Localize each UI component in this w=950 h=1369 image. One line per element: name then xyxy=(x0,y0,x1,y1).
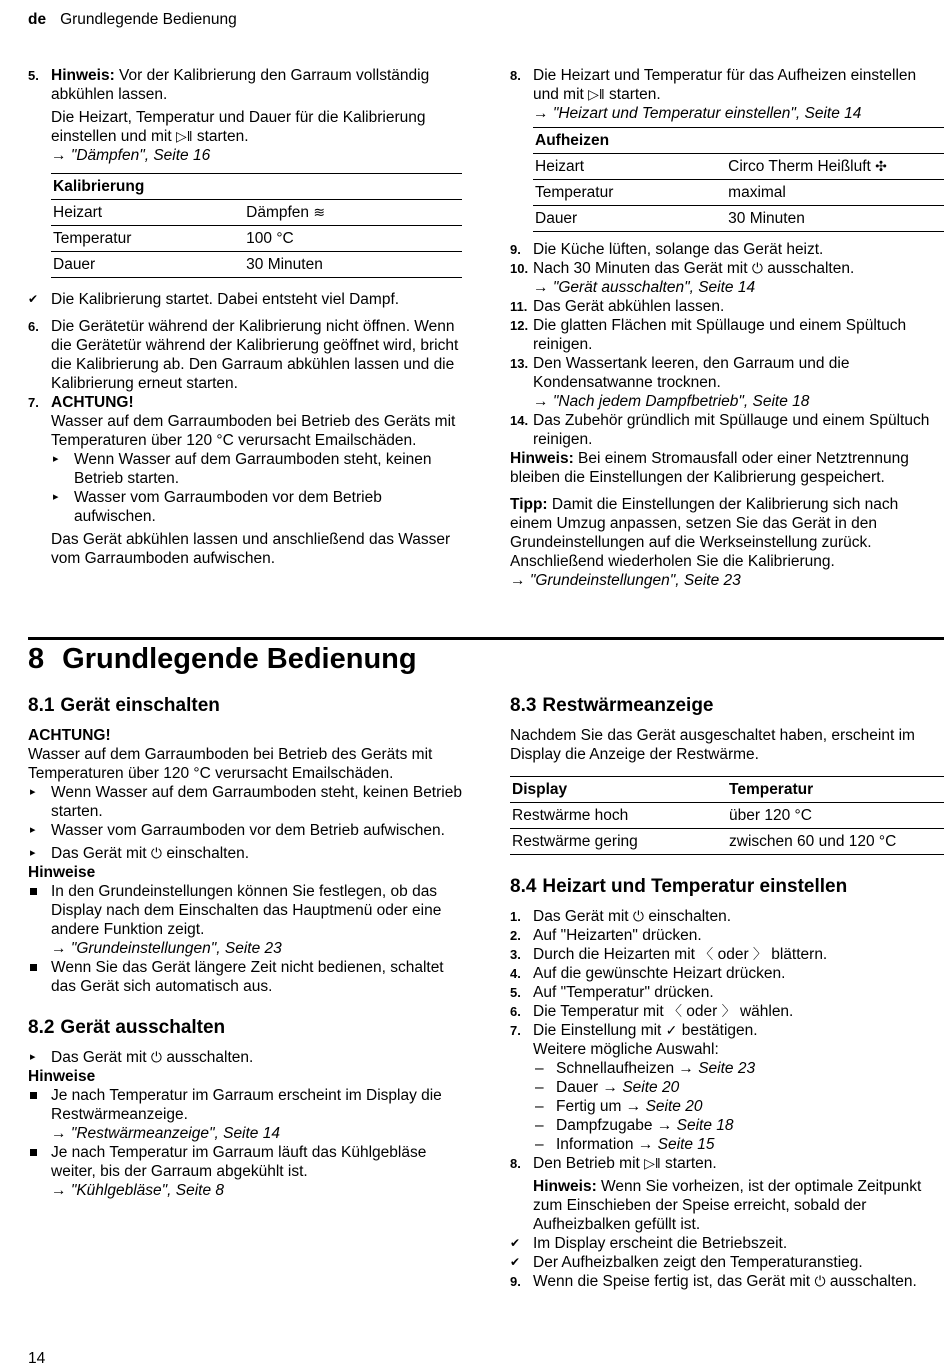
step-text-end: blättern. xyxy=(771,946,828,963)
step-6 xyxy=(28,317,462,393)
table-cell: Heizart xyxy=(535,158,585,175)
step-text-end: starten. xyxy=(196,128,249,145)
table-title: Kalibrierung xyxy=(53,178,145,195)
step-text: Die Küche lüften, solange das Gerät heizt. xyxy=(533,241,824,258)
hint-item: Wenn Sie das Gerät längere Zeit nicht bedienen, schaltet das Gerät sich automatisch aus. xyxy=(28,958,462,996)
step-text: Die Einstellung mit xyxy=(533,1022,662,1039)
tip-label: Tipp: xyxy=(510,496,548,513)
step-text-end: ausschalten. xyxy=(829,1273,917,1290)
option-item xyxy=(533,1116,944,1135)
hint-text: Je nach Temperatur im Garraum läuft das Kühlgebläse weiter, bis der Garraum abgekühlt ist. xyxy=(51,1144,427,1180)
step-12 xyxy=(510,316,944,354)
action-text: Das Gerät mit xyxy=(51,1049,147,1066)
warning-label: ACHTUNG! xyxy=(51,394,134,411)
table-row xyxy=(533,154,944,180)
page-header xyxy=(28,10,237,29)
step-text: Auf "Heizarten" drücken. xyxy=(533,927,702,944)
section-title-text: Gerät ausschalten xyxy=(60,1017,226,1038)
step-number: 3. xyxy=(510,947,521,962)
preheat-table xyxy=(533,127,944,232)
table-row xyxy=(533,180,944,206)
hint-text: Vor der Kalibrierung den Garraum vollständig abkühlen lassen. xyxy=(51,67,430,103)
step-number: 9. xyxy=(510,242,521,257)
cross-reference[interactable]: → Seite 23 xyxy=(678,1060,755,1077)
options-label: Weitere mögliche Auswahl: xyxy=(533,1041,719,1058)
chevron-left-icon: 〈 xyxy=(667,1003,682,1019)
warning-text: Wasser auf dem Garraumboden bei Betrieb des Geräts mit Temperaturen über 120 °C verursacht Emailschäden. xyxy=(28,746,433,782)
section-title-text: Gerät einschalten xyxy=(60,695,220,716)
cross-reference[interactable]: → Seite 20 xyxy=(603,1079,680,1096)
table-row xyxy=(533,206,944,232)
step-text: Das Gerät abkühlen lassen und anschließend das Wasser vom Garraumboden aufwischen. xyxy=(51,531,451,567)
section-title-text: Restwärmeanzeige xyxy=(542,695,714,716)
chapter-title xyxy=(28,642,435,676)
hints-label: Hinweise xyxy=(28,1068,96,1085)
section-8-1-title xyxy=(28,694,462,718)
option-item xyxy=(533,1135,944,1154)
cross-reference[interactable]: → Seite 20 xyxy=(626,1098,703,1115)
chapter-title-text: Grundlegende Bedienung xyxy=(62,643,417,675)
step-text: Die Heizart und Temperatur für das Aufheizen einstellen und mit xyxy=(533,67,917,103)
chevron-right-icon: 〉 xyxy=(752,946,767,962)
step-14 xyxy=(510,411,944,449)
step-text: Wenn die Speise fertig ist, das Gerät mit xyxy=(533,1273,811,1290)
option-name: Fertig um xyxy=(556,1098,622,1115)
power-icon: ⏻ xyxy=(150,1049,162,1065)
section-8-3-title xyxy=(510,694,944,718)
step-text-mid: oder xyxy=(717,946,749,963)
step-7 xyxy=(28,393,462,568)
step-number: 8. xyxy=(510,1156,521,1171)
table-row xyxy=(51,252,462,278)
hint-item xyxy=(28,1143,462,1200)
table-cell: Temperatur xyxy=(53,230,132,247)
hint-text: Je nach Temperatur im Garraum erscheint im Display die Restwärmeanzeige. xyxy=(51,1087,442,1123)
left-column-bottom xyxy=(28,694,462,1200)
cross-reference[interactable]: → "Restwärmeanzeige", Seite 14 xyxy=(51,1124,462,1143)
step-5 xyxy=(28,66,462,165)
action-text: Das Gerät mit xyxy=(51,845,147,862)
table-header: Display xyxy=(512,781,568,798)
step-2 xyxy=(510,926,944,945)
hint-label: Hinweis: xyxy=(533,1178,597,1195)
result-text: ✔ Die Kalibrierung startet. Dabei entsteht viel Dampf. xyxy=(28,290,462,309)
play-pause-icon: ▷‖ xyxy=(588,86,605,102)
table-cell: Heizart xyxy=(53,204,103,221)
step-number: 13. xyxy=(510,356,529,371)
result-text: ✔ Der Aufheizbalken zeigt den Temperaturanstieg. xyxy=(510,1253,944,1272)
list-item: ▸ Wasser vom Garraumboden vor dem Betrieb aufwischen. xyxy=(28,821,462,840)
step-number: 2. xyxy=(510,928,521,943)
table-header: Temperatur xyxy=(729,781,814,798)
left-column-top xyxy=(28,66,462,568)
section-8-2-title xyxy=(28,1016,462,1040)
right-column-bottom xyxy=(510,694,944,1291)
option-name: Dampfzugabe xyxy=(556,1117,653,1134)
table-cell: Dämpfen xyxy=(246,204,310,221)
play-pause-icon: ▷‖ xyxy=(644,1155,661,1171)
step-6 xyxy=(510,1002,944,1021)
hints-label: Hinweise xyxy=(28,864,96,881)
section-number: 8.4 xyxy=(510,876,537,897)
step-text: Auf "Temperatur" drücken. xyxy=(533,984,714,1001)
power-icon: ⏻ xyxy=(814,1273,826,1289)
chapter-number: 8 xyxy=(28,643,45,675)
hint-label: Hinweis: xyxy=(51,67,115,84)
table-cell: maximal xyxy=(728,184,786,201)
table-row xyxy=(51,200,462,226)
header-title: Grundlegende Bedienung xyxy=(60,11,237,28)
step-number: 7. xyxy=(28,395,39,410)
step-text: Auf die gewünschte Heizart drücken. xyxy=(533,965,786,982)
chevron-right-icon: 〉 xyxy=(721,1003,736,1019)
table-title: Aufheizen xyxy=(535,132,610,149)
section-number: 8.1 xyxy=(28,695,55,716)
option-name: Information xyxy=(556,1136,634,1153)
step-text: Die Heizart, Temperatur und Dauer für die Kalibrierung einstellen und mit xyxy=(51,109,426,145)
step-text: Das Gerät abkühlen lassen. xyxy=(533,298,725,315)
warning-text: Wasser auf dem Garraumboden bei Betrieb des Geräts mit Temperaturen über 120 °C verursacht Emailschäden. xyxy=(51,413,456,449)
hint-text: Wenn Sie vorheizen, ist der optimale Zeitpunkt zum Einschieben der Speise erreicht, sobald der Aufheizbalken gefüllt ist. xyxy=(533,1178,922,1233)
action-text-end: ausschalten. xyxy=(166,1049,254,1066)
calibration-table xyxy=(51,173,462,278)
cross-reference[interactable]: → "Grundeinstellungen", Seite 23 xyxy=(510,571,944,590)
option-name: Dauer xyxy=(556,1079,599,1096)
power-icon: ⏻ xyxy=(751,260,763,276)
step-number: 4. xyxy=(510,966,521,981)
option-item xyxy=(533,1078,944,1097)
step-4 xyxy=(510,964,944,983)
tip-paragraph xyxy=(510,495,944,571)
action-item xyxy=(28,1048,462,1067)
step-8 xyxy=(510,1154,944,1234)
step-text: Den Wassertank leeren, den Garraum und die Kondensatwanne trocknen. xyxy=(533,355,850,391)
hint-item xyxy=(28,882,462,958)
table-cell: Dauer xyxy=(53,256,96,273)
step-8 xyxy=(510,66,944,123)
step-number: 14. xyxy=(510,413,529,428)
step-number: 1. xyxy=(510,909,521,924)
right-column-top xyxy=(510,66,944,590)
step-text-mid: oder xyxy=(686,1003,718,1020)
cross-reference[interactable]: → "Nach jedem Dampfbetrieb", Seite 18 xyxy=(533,392,944,411)
step-number: 12. xyxy=(510,318,529,333)
table-row xyxy=(51,226,462,252)
chapter-rule xyxy=(28,637,944,640)
step-text: Die Temperatur mit xyxy=(533,1003,664,1020)
step-text: Die glatten Flächen mit Spüllauge und einem Spültuch reinigen. xyxy=(533,317,907,353)
step-text: Durch die Heizarten mit xyxy=(533,946,695,963)
table-cell: Circo Therm Heißluft xyxy=(728,158,871,175)
step-number: 6. xyxy=(510,1004,521,1019)
table-cell: 30 Minuten xyxy=(246,256,323,273)
list-item: ▸ Wenn Wasser auf dem Garraumboden steht, keinen Betrieb starten. xyxy=(51,450,462,488)
table-cell: 100 °C xyxy=(246,230,294,247)
step-text: Das Zubehör gründlich mit Spüllauge und einem Spültuch reinigen. xyxy=(533,412,930,448)
step-10 xyxy=(510,259,944,297)
play-pause-icon: ▷‖ xyxy=(175,128,193,144)
step-5 xyxy=(510,983,944,1002)
step-number: 5. xyxy=(510,985,521,1000)
step-number: 5. xyxy=(28,68,39,83)
step-text-end: einschalten. xyxy=(648,908,732,925)
table-row xyxy=(510,803,944,829)
cross-reference[interactable]: → "Dämpfen", Seite 16 xyxy=(51,146,462,165)
hint-text: In den Grundeinstellungen können Sie festlegen, ob das Display nach dem Einschalten das Hauptmenü oder eine andere Funktion zeigt. xyxy=(51,883,442,938)
list-item: ▸ Wasser vom Garraumboden vor dem Betrieb aufwischen. xyxy=(51,488,462,526)
table-cell: 30 Minuten xyxy=(728,210,805,227)
step-text-end: starten. xyxy=(609,86,661,103)
step-text-end: wählen. xyxy=(739,1003,794,1020)
step-number: 7. xyxy=(510,1023,521,1038)
step-number: 8. xyxy=(510,68,521,83)
step-13 xyxy=(510,354,944,411)
step-number: 6. xyxy=(28,319,39,334)
table-cell: Temperatur xyxy=(535,184,614,201)
table-cell: Dauer xyxy=(535,210,578,227)
step-11 xyxy=(510,297,944,316)
step-text: Die Gerätetür während der Kalibrierung nicht öffnen. Wenn die Gerätetür während der Kalibrierung geöffnet wird, bricht die Kalibrierung ab. Den Garraum abkühlen lassen und die Kalibrierung erneut starten. xyxy=(51,318,459,392)
cross-reference[interactable]: → "Heizart und Temperatur einstellen", Seite 14 xyxy=(533,104,944,123)
step-number: 9. xyxy=(510,1274,521,1289)
section-number: 8.2 xyxy=(28,1017,55,1038)
residual-heat-table xyxy=(510,776,944,855)
table-cell: Restwärme gering xyxy=(512,833,638,850)
cross-reference[interactable]: → "Gerät ausschalten", Seite 14 xyxy=(533,278,944,297)
table-cell: zwischen 60 und 120 °C xyxy=(729,833,897,850)
table-cell: über 120 °C xyxy=(729,807,812,824)
action-item xyxy=(28,844,462,863)
warning-label: ACHTUNG! xyxy=(28,727,111,744)
hint-paragraph xyxy=(510,449,944,487)
fan-icon: ✣ xyxy=(875,158,887,174)
section-8-4-title xyxy=(510,875,944,899)
hint-item xyxy=(28,1086,462,1143)
cross-reference[interactable]: → Seite 18 xyxy=(657,1117,734,1134)
chevron-left-icon: 〈 xyxy=(699,946,714,962)
hint-text: Bei einem Stromausfall oder einer Netztrennung bleiben die Einstellungen der Kalibrierung gespeichert. xyxy=(510,450,909,486)
step-text-end: bestätigen. xyxy=(681,1022,758,1039)
step-text: Das Gerät mit xyxy=(533,908,629,925)
hint-label: Hinweis: xyxy=(510,450,574,467)
cross-reference[interactable]: → "Grundeinstellungen", Seite 23 xyxy=(51,939,462,958)
step-7 xyxy=(510,1021,944,1154)
cross-reference[interactable]: → Seite 15 xyxy=(638,1136,715,1153)
step-text-end: ausschalten. xyxy=(767,260,855,277)
power-icon: ⏻ xyxy=(632,908,644,924)
checkmark-icon: ✓ xyxy=(665,1022,678,1038)
language-code: de xyxy=(28,11,47,28)
option-item xyxy=(533,1059,944,1078)
step-9 xyxy=(510,240,944,259)
step-text: Den Betrieb mit xyxy=(533,1155,640,1172)
step-text-end: starten. xyxy=(665,1155,717,1172)
action-text-end: einschalten. xyxy=(166,845,250,862)
cross-reference[interactable]: → "Kühlgebläse", Seite 8 xyxy=(51,1181,462,1200)
power-icon: ⏻ xyxy=(150,845,162,861)
step-text: Nach 30 Minuten das Gerät mit xyxy=(533,260,748,277)
step-9 xyxy=(510,1272,944,1291)
steam-icon: ≋ xyxy=(313,204,326,220)
tip-text: Damit die Einstellungen der Kalibrierung sich nach einem Umzug anpassen, setzen Sie das Gerät in den Grundeinstellungen auf die Werkseinstellung zurück. Anschließend wiederholen Sie die Kalibrierung. xyxy=(510,496,899,570)
section-number: 8.3 xyxy=(510,695,537,716)
result-text: ✔ Im Display erscheint die Betriebszeit. xyxy=(510,1234,944,1253)
step-number: 10. xyxy=(510,261,529,276)
table-row xyxy=(510,829,944,855)
section-text: Nachdem Sie das Gerät ausgeschaltet haben, erscheint im Display die Anzeige der Restwärme. xyxy=(510,727,915,763)
step-3 xyxy=(510,945,944,964)
option-name: Schnellaufheizen xyxy=(556,1060,675,1077)
step-number: 11. xyxy=(510,299,528,314)
section-title-text: Heizart und Temperatur einstellen xyxy=(542,876,848,897)
step-1 xyxy=(510,907,944,926)
page-number: 14 xyxy=(28,1350,46,1367)
table-cell: Restwärme hoch xyxy=(512,807,629,824)
list-item: ▸ Wenn Wasser auf dem Garraumboden steht, keinen Betrieb starten. xyxy=(28,783,462,821)
option-item xyxy=(533,1097,944,1116)
